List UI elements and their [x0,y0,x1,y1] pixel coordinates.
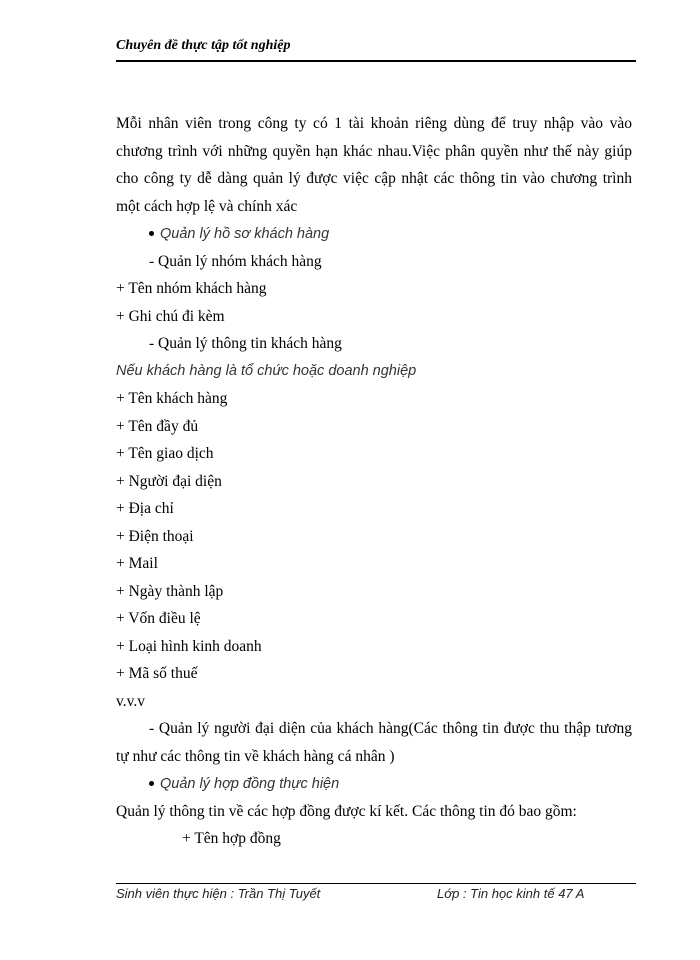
list-item: + Địa chỉ [116,500,174,517]
bullet-customer-profiles [116,220,632,248]
dash-customer-groups: - Quản lý nhóm khách hàng [149,252,322,270]
list-item: + Tên nhóm khách hàng [116,280,267,297]
list-item: + Tên giao dịch [116,445,214,462]
list-item: + Loại hình kinh doanh [116,637,262,655]
list-item: + Tên đầy đủ [116,417,199,435]
list-item: + Tên hợp đồng [182,830,281,847]
list-item: + Vốn điều lệ [116,610,201,627]
bullet-contracts-label: Quản lý hợp đồng thực hiện [160,776,340,792]
page-header-title: Chuyên đề thực tập tốt nghiệp [116,38,291,53]
footer-student: Sinh viên thực hiện : Trần Thị Tuyết [116,886,321,901]
bullet-icon [149,231,154,236]
footer-class: Lớp : Tin học kinh tế 47 A [437,886,585,901]
list-item: + Ngày thành lập [116,582,224,600]
contract-intro: Quản lý thông tin về các hợp đồng được kí kết. Các thông tin đó bao gồm: [116,802,577,820]
dash-customer-info: - Quản lý thông tin khách hàng [149,335,342,352]
footer-divider [116,883,636,884]
list-item: + Người đại diện [116,472,222,490]
list-item: + Ghi chú đi kèm [116,307,225,325]
bullet-contracts [116,770,632,798]
list-item: + Mã số thuế [116,665,198,682]
page-body [116,110,632,853]
list-item: + Mail [116,555,158,572]
bullet-customer-profiles-label: Quản lý hồ sơ khách hàng [160,226,330,242]
list-item: + Tên khách hàng [116,390,228,407]
header-divider [116,60,636,62]
org-note: Nếu khách hàng là tổ chức hoặc doanh nghiệp [116,362,417,379]
representative-paragraph: - Quản lý người đại diện của khách hàng(Các thông tin được thu thập tương tự như các thông tin về khách hàng cá nhân ) [116,720,632,765]
intro-paragraph: Mỗi nhân viên trong công ty có 1 tài khoản riêng dùng để truy nhập vào vào chương trình với những quyền hạn khác nhau.Việc phân quyền như thế này giúp cho công ty dễ dàng quản lý được việc cập nhật các thông tin vào chương trình một cách hợp lệ và chính xác [116,115,632,215]
list-item: + Điện thoại [116,527,194,545]
etc-text: v.v.v [116,692,145,710]
bullet-icon [149,781,154,786]
